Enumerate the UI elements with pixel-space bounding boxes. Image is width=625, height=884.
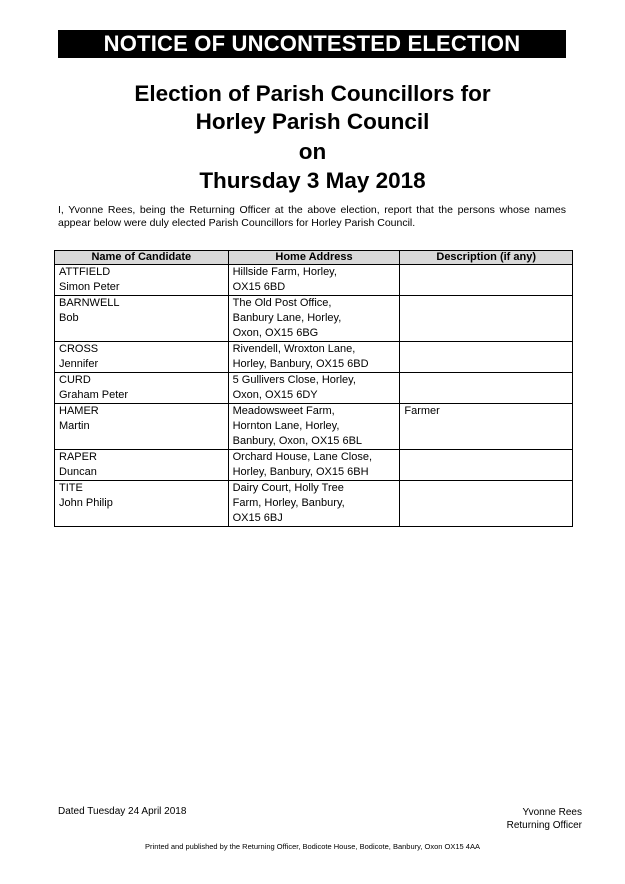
imprint-line: Printed and published by the Returning Officer, Bodicote House, Bodicote, Banbury, Oxon OX15 4AA	[145, 842, 480, 851]
candidate-address-cell	[228, 296, 400, 342]
table-header-row	[55, 251, 573, 265]
candidate-surname: CROSS	[59, 343, 99, 355]
table-row	[55, 481, 573, 527]
candidate-address-cell	[228, 481, 400, 527]
table-row	[55, 265, 573, 296]
address-line: Rivendell, Wroxton Lane,	[232, 343, 356, 355]
header-name: Name of Candidate	[55, 251, 229, 265]
candidates-table-body	[55, 265, 573, 527]
candidate-address-cell	[228, 265, 400, 296]
candidate-description-cell	[400, 342, 573, 373]
candidate-name-cell	[55, 404, 229, 450]
candidate-forenames: Jennifer	[59, 358, 99, 370]
intro-paragraph: I, Yvonne Rees, being the Returning Officer at the above election, report that the persons whose names appear below were duly elected Parish Councillors for Horley Parish Council.	[58, 204, 566, 229]
table-row	[55, 450, 573, 481]
address-line: Oxon, OX15 6BG	[232, 327, 319, 339]
candidate-name-cell	[55, 342, 229, 373]
candidate-address-cell	[228, 450, 400, 481]
candidate-description-cell	[400, 450, 573, 481]
address-line: Horley, Banbury, OX15 6BH	[232, 466, 369, 478]
candidate-description-cell	[400, 373, 573, 404]
header-description: Description (if any)	[400, 251, 573, 265]
candidate-description-cell	[400, 481, 573, 527]
candidate-name-cell	[55, 450, 229, 481]
election-title-line2: Horley Parish Council	[195, 109, 430, 134]
candidate-forenames: John Philip	[59, 497, 113, 509]
candidate-forenames: Simon Peter	[59, 281, 120, 293]
candidate-surname: CURD	[59, 374, 91, 386]
table-row	[55, 296, 573, 342]
election-title-line3: on	[298, 139, 327, 164]
candidate-name-cell	[55, 265, 229, 296]
address-line: Hornton Lane, Horley,	[232, 420, 340, 432]
candidate-surname: ATTFIELD	[59, 266, 111, 278]
candidate-name-cell	[55, 296, 229, 342]
address-line: Hillside Farm, Horley,	[232, 266, 337, 278]
address-line: OX15 6BJ	[232, 512, 283, 524]
officer-signature-block	[507, 806, 582, 832]
candidate-description-cell: Farmer	[400, 404, 573, 450]
candidate-description-cell	[400, 296, 573, 342]
candidate-forenames: Bob	[59, 312, 79, 324]
candidate-surname: RAPER	[59, 451, 97, 463]
address-line: 5 Gullivers Close, Horley,	[232, 374, 356, 386]
notice-banner: NOTICE OF UNCONTESTED ELECTION	[58, 30, 566, 58]
election-date-title: Thursday 3 May 2018	[199, 168, 426, 193]
candidate-address-cell	[228, 373, 400, 404]
candidate-forenames: Duncan	[59, 466, 97, 478]
officer-title: Returning Officer	[506, 820, 582, 831]
candidate-name-cell	[55, 373, 229, 404]
address-line: Orchard House, Lane Close,	[232, 451, 373, 463]
address-line: Banbury, Oxon, OX15 6BL	[232, 435, 363, 447]
address-line: Oxon, OX15 6DY	[232, 389, 318, 401]
candidates-table	[54, 250, 573, 527]
address-line: Banbury Lane, Horley,	[232, 312, 342, 324]
header-address: Home Address	[228, 251, 400, 265]
table-row	[55, 342, 573, 373]
candidate-surname: HAMER	[59, 405, 99, 417]
candidate-address-cell	[228, 404, 400, 450]
candidate-forenames: Martin	[59, 420, 90, 432]
officer-name: Yvonne Rees	[522, 807, 582, 818]
address-line: Farm, Horley, Banbury,	[232, 497, 345, 509]
candidate-description-cell	[400, 265, 573, 296]
candidate-surname: BARNWELL	[59, 297, 120, 309]
candidate-name-cell	[55, 481, 229, 527]
candidate-surname: TITE	[59, 482, 83, 494]
address-line: Dairy Court, Holly Tree	[232, 482, 344, 494]
table-row	[55, 373, 573, 404]
address-line: Meadowsweet Farm,	[232, 405, 335, 417]
election-title-line1: Election of Parish Councillors for	[134, 81, 491, 106]
candidate-forenames: Graham Peter	[59, 389, 129, 401]
candidate-address-cell	[228, 342, 400, 373]
dated-line: Dated Tuesday 24 April 2018	[58, 806, 187, 817]
address-line: The Old Post Office,	[232, 297, 332, 309]
address-line: OX15 6BD	[232, 281, 286, 293]
address-line: Horley, Banbury, OX15 6BD	[232, 358, 369, 370]
table-row	[55, 404, 573, 450]
